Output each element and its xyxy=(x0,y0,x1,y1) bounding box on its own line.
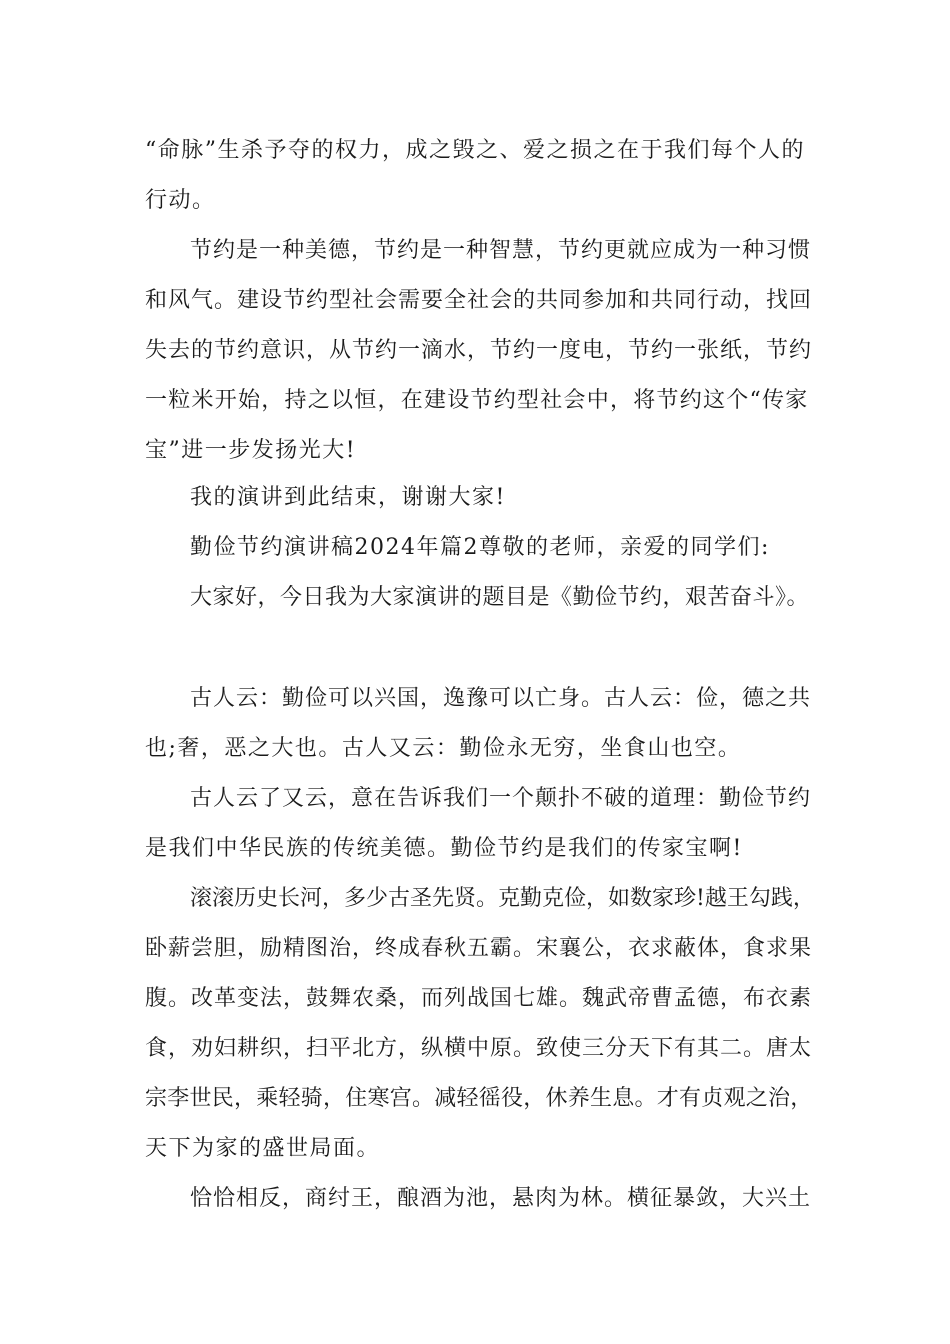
text-line: 也;奢，恶之大也。古人又云：勤俭永无穷，坐食山也空。 xyxy=(145,736,742,761)
text-line: 腹。改革变法，鼓舞农桑，而列战国七雄。魏武帝曹孟德，布衣素 xyxy=(145,986,813,1011)
paragraph-start-line: 大家好，今日我为大家演讲的题目是《勤俭节约，艰苦奋斗》。 xyxy=(190,585,810,610)
section-heading-line: 勤俭节约演讲稿2024年篇2尊敬的老师，亲爱的同学们: xyxy=(190,535,770,560)
text-line: 失去的节约意识，从节约一滴水，节约一度电，节约一张纸，节约 xyxy=(145,338,813,363)
paragraph-start-line: 古人云了又云，意在告诉我们一个颠扑不破的道理：勤俭节约 xyxy=(190,786,812,811)
text-line: 是我们中华民族的传统美德。勤俭节约是我们的传家宝啊! xyxy=(145,836,743,861)
text-line: 卧薪尝胆，励精图治，终成春秋五霸。宋襄公，衣求蔽体，食求果 xyxy=(145,936,813,961)
text-line: 行动。 xyxy=(145,188,216,213)
text-line: 宝”进一步发扬光大! xyxy=(145,438,357,463)
text-line: 和风气。建设节约型社会需要全社会的共同参加和共同行动，找回 xyxy=(145,288,813,313)
text-line: 一粒米开始，持之以恒，在建设节约型社会中，将节约这个“传家 xyxy=(145,388,809,413)
text-line: 天下为家的盛世局面。 xyxy=(145,1136,381,1161)
paragraph-start-line: 滚滚历史长河，多少古圣先贤。克勤克俭，如数家珍!越王勾践， xyxy=(190,886,815,911)
paragraph-start-line: 节约是一种美德，节约是一种智慧，节约更就应成为一种习惯 xyxy=(190,238,812,263)
text-line: 食，劝妇耕织，扫平北方，纵横中原。致使三分天下有其二。唐太 xyxy=(145,1036,813,1061)
text-line: 宗李世民，乘轻骑，住寒宫。减轻徭役，休养生息。才有贞观之治， xyxy=(145,1086,813,1111)
text-line: “命脉”生杀予夺的权力，成之毁之、爱之损之在于我们每个人的 xyxy=(145,138,805,163)
paragraph-start-line: 古人云：勤俭可以兴国，逸豫可以亡身。古人云：俭，德之共 xyxy=(190,686,812,711)
paragraph-start-line: 恰恰相反，商纣王，酿酒为池，悬肉为林。横征暴敛，大兴土 xyxy=(190,1186,812,1211)
paragraph-start-line: 我的演讲到此结束，谢谢大家! xyxy=(190,485,506,510)
